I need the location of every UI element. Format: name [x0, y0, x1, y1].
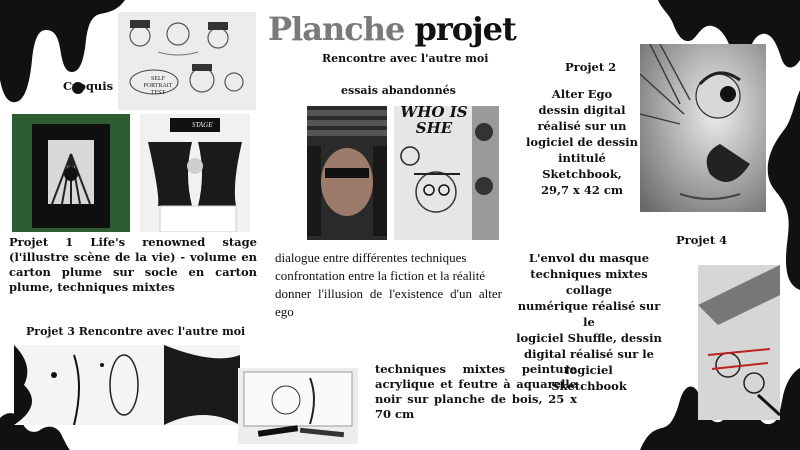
projet4-line: digital réalisé sur le logiciel [524, 347, 654, 377]
projet3-description: techniques mixtes peinture acrylique et feutre à aquarelle noir sur planche de bois, 25 x 70 cm [375, 362, 577, 421]
stage-sign-text: STAGE [192, 121, 213, 129]
projet4-image [698, 265, 780, 420]
title-part2: projet [414, 10, 516, 48]
projet2-line: Alter Ego [551, 87, 613, 101]
label-croquis: Croquis [63, 79, 114, 93]
projet2-line: réalisé sur un [537, 119, 627, 133]
projet4-line: techniques mixtes collage [530, 267, 648, 297]
projet2-line: logiciel de dessin [526, 135, 638, 149]
sketch-bubble-text: SELF PORTRAIT TEST [143, 76, 173, 96]
label-projet4: Projet 4 [676, 233, 728, 247]
essai-photo-text-collage [307, 106, 387, 240]
projet1-photo-front [12, 114, 130, 232]
page-title [268, 10, 516, 48]
label-essais: essais abandonnés [341, 84, 456, 97]
projet3-photo-workspace [238, 368, 358, 444]
dialogue-line: dialogue entre différentes techniques [275, 250, 467, 265]
label-rencontre: Rencontre avec l'autre moi [322, 52, 489, 65]
title-part1: Planche [268, 10, 405, 48]
projet3-panel-image [14, 345, 240, 425]
dialogue-line: donner l'illusion de l'existence d'un alter ego [275, 286, 502, 319]
projet2-line: intitulé [558, 151, 606, 165]
label-projet3: Projet 3 Rencontre avec l'autre moi [26, 325, 246, 338]
who-is-she-text: WHO IS SHE [400, 106, 468, 137]
projet2-line: 29,7 x 42 cm [540, 183, 624, 197]
projet1-photo-stage [140, 114, 250, 232]
projet2-description [525, 86, 639, 198]
label-projet2: Projet 2 [565, 60, 617, 74]
projet2-line: Sketchbook, [542, 167, 622, 181]
projet1-description: Projet 1 Life's renowned stage (l'illustre scène de la vie) - volume en carton plume sur socle en carton plume, techniques mixtes [9, 235, 257, 294]
projet4-line: logiciel Shuffle, dessin [516, 331, 662, 345]
projet4-line: L'envol du masque [528, 251, 650, 265]
projet4-line: Sketchbook [551, 379, 627, 393]
dialogue-description [275, 249, 502, 321]
essai-photo-who-is-she [394, 106, 499, 240]
projet2-line: dessin digital [538, 103, 626, 117]
dialogue-line: confrontation entre la fiction et la réalité [275, 268, 486, 283]
projet2-alter-ego-image [640, 44, 766, 212]
projet4-line: numérique réalisé sur le [517, 299, 661, 329]
croquis-sketch-image [118, 12, 256, 110]
